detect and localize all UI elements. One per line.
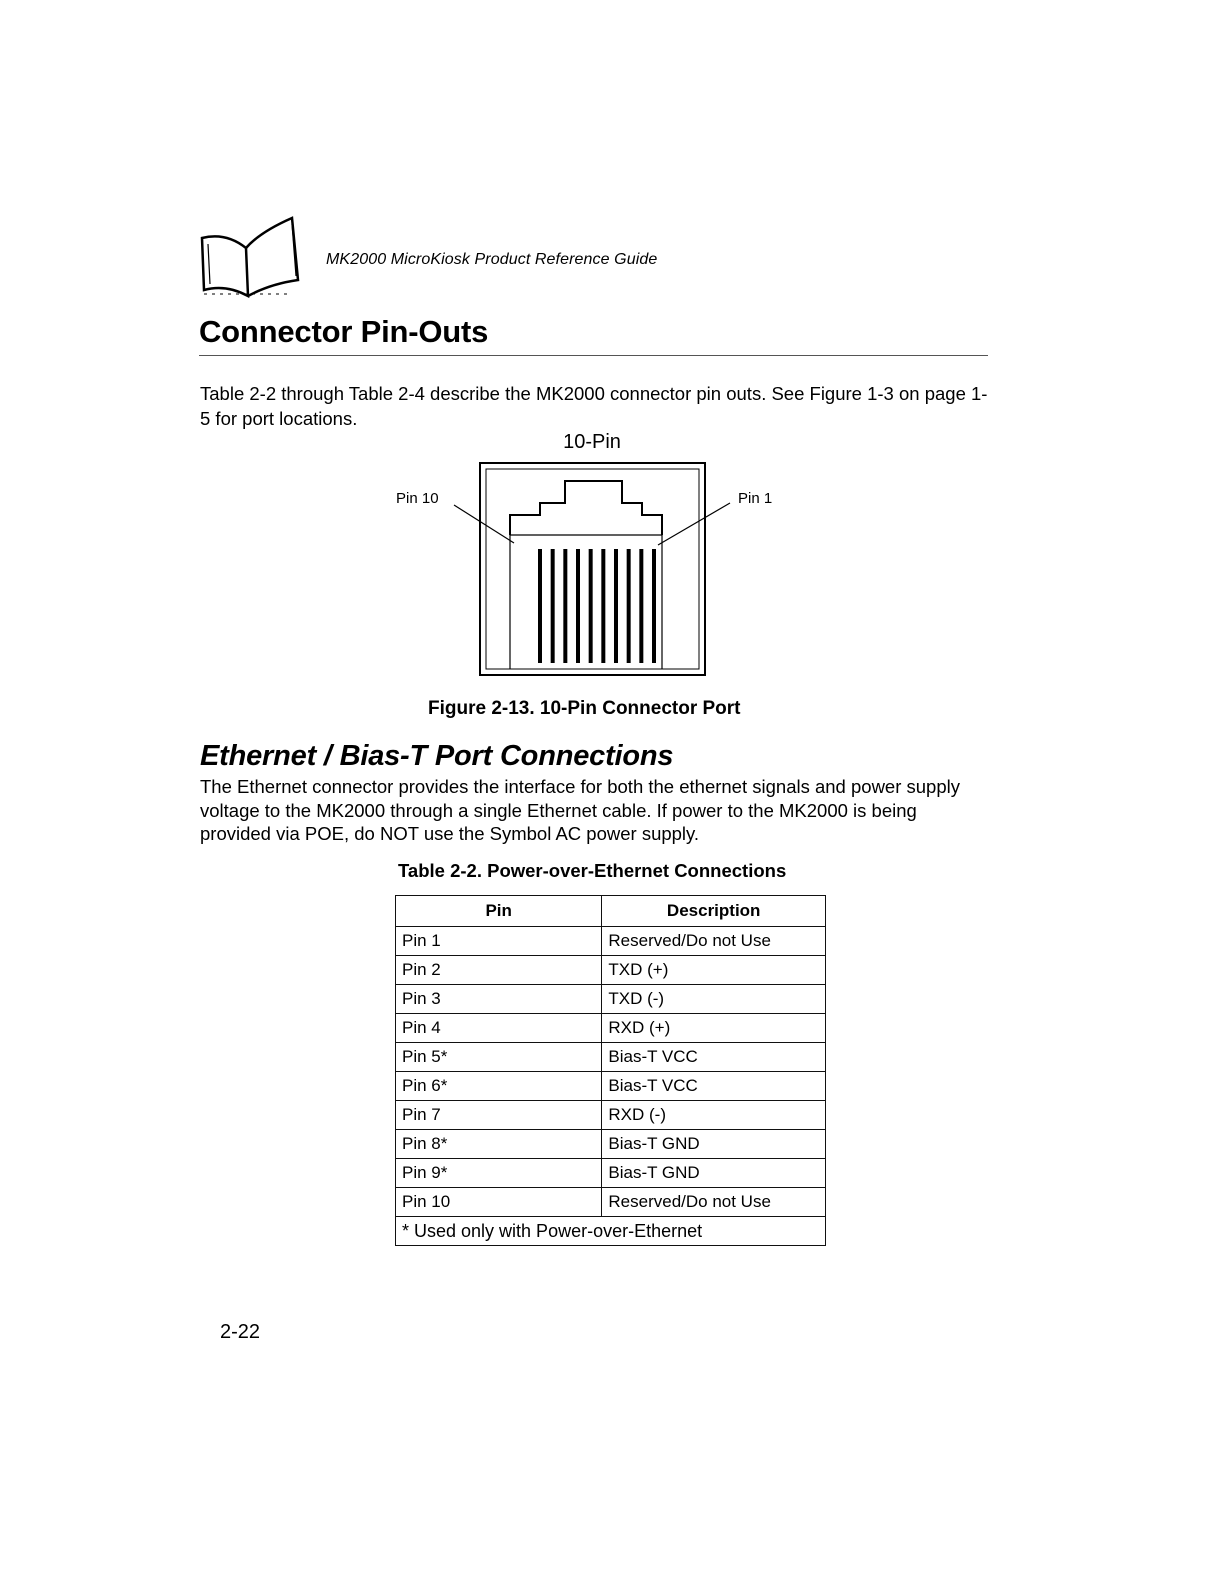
connector-pins [540,549,654,663]
table-row [396,985,826,1014]
connector-key-outline [510,481,662,535]
pin-1-leader [658,503,730,545]
description-cell: Bias-T VCC [602,1072,826,1101]
description-cell: TXD (+) [602,956,826,985]
column-header-description: Description [602,896,826,927]
description-cell: Bias-T GND [602,1130,826,1159]
table-caption: Table 2-2. Power-over-Ethernet Connections [398,860,787,881]
book-icon [196,214,300,300]
description-cell: TXD (-) [602,985,826,1014]
pin-cell: Pin 4 [396,1014,602,1043]
pin-1-label: Pin 1 [738,490,773,507]
running-header: MK2000 MicroKiosk Product Reference Guide [326,251,658,268]
table-footnote: * Used only with Power-over-Ethernet [396,1217,826,1246]
description-cell: Bias-T VCC [602,1043,826,1072]
table-row [396,956,826,985]
pin-cell: Pin 10 [396,1188,602,1217]
title-divider [199,355,988,356]
column-header-pin: Pin [396,896,602,927]
connector-contact-block [510,535,662,669]
section-body: The Ethernet connector provides the interface for both the ethernet signals and power supply voltage to the MK2000 through a single Ethernet cable. If power to the MK2000 is being provided via POE, do NOT use the Symbol AC power supply. [200,776,960,844]
table-footnote-row [396,1217,826,1246]
table-row [396,1043,826,1072]
section-heading: Ethernet / Bias-T Port Connections [200,740,674,772]
pin-cell: Pin 1 [396,927,602,956]
pin-cell: Pin 6* [396,1072,602,1101]
pin-10-label: Pin 10 [396,490,439,507]
pin-cell: Pin 3 [396,985,602,1014]
description-cell: Reserved/Do not Use [602,927,826,956]
description-cell: RXD (-) [602,1101,826,1130]
pin-cell: Pin 5* [396,1043,602,1072]
description-cell: Bias-T GND [602,1159,826,1188]
pin-10-leader [454,505,514,543]
connector-diagram [440,455,740,685]
table-row [396,927,826,956]
pin-cell: Pin 9* [396,1159,602,1188]
page-title: Connector Pin-Outs [199,314,489,349]
table-row [396,1072,826,1101]
figure-top-label: 10-Pin [563,431,621,453]
description-cell: RXD (+) [602,1014,826,1043]
table-row [396,1014,826,1043]
table-row [396,1101,826,1130]
table-header-row [396,896,826,927]
page-number: 2-22 [220,1321,261,1343]
table-row [396,1188,826,1217]
description-cell: Reserved/Do not Use [602,1188,826,1217]
pin-cell: Pin 8* [396,1130,602,1159]
pin-cell: Pin 2 [396,956,602,985]
pin-table [395,895,826,1246]
intro-paragraph: Table 2-2 through Table 2-4 describe the MK2000 connector pin outs. See Figure 1-3 on page 1-5 for port locations. [200,383,988,429]
table-row [396,1159,826,1188]
table-row [396,1130,826,1159]
pin-cell: Pin 7 [396,1101,602,1130]
figure-caption: Figure 2-13. 10-Pin Connector Port [428,698,741,719]
